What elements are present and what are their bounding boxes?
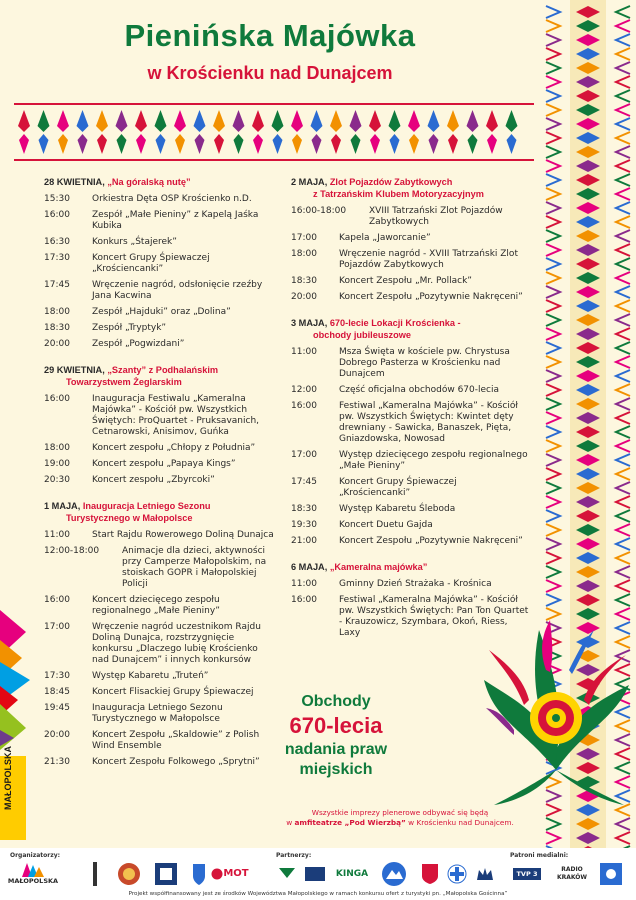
schedule-row bbox=[44, 703, 274, 725]
schedule-row bbox=[44, 443, 274, 454]
page-subtitle: w Krościenku nad Dunajcem bbox=[147, 63, 393, 83]
schedule-row bbox=[44, 475, 274, 486]
schedule-row bbox=[44, 253, 274, 275]
side-brand-text: MAŁOPOLSKA bbox=[3, 746, 13, 810]
program-left-column bbox=[44, 176, 274, 773]
event-time: 20:00 bbox=[44, 339, 70, 349]
day-heading-2-may: 2 MAJA, Zlot Pojazdów Zabytkowych z Tatrzańskim Klubem Motoryzacyjnym bbox=[291, 177, 484, 199]
schedule-row bbox=[44, 210, 274, 232]
event-description: Msza Święta w kościele pw. Chrystusa Dobrego Pasterza w Krościenku nad Dunajcem bbox=[339, 347, 510, 379]
event-description: Koncert zespołu „Papaya Kings” bbox=[92, 459, 236, 469]
event-description: Koncert dziecięcego zespołu regionalnego „Małe Pieniny” bbox=[92, 595, 220, 616]
schedule-row bbox=[291, 450, 529, 472]
schedule-row bbox=[44, 194, 274, 205]
event-time: 11:00 bbox=[291, 347, 317, 357]
event-time: 21:30 bbox=[44, 757, 70, 767]
event-time: 16:00 bbox=[44, 595, 70, 605]
event-description: Koncert Zespołu „Pozytywnie Nakręceni” bbox=[339, 292, 523, 302]
event-description: Festiwal „Kameralna Majówka” - Kościół pw. Wszystkich Świętych: Kwintet dęty drewniany - Sawicka, Banaszek, Pięta, Gniazdowska, Nowosad bbox=[339, 401, 518, 444]
schedule-row bbox=[291, 347, 529, 380]
schedule-row bbox=[291, 206, 529, 228]
day-heading-3-may: 3 MAJA, 670-lecie Lokacji Krościenka - obchody jubileuszowe bbox=[291, 318, 461, 340]
event-time: 20:00 bbox=[291, 292, 317, 302]
gopr-logo bbox=[446, 860, 468, 888]
schedule-row bbox=[44, 280, 274, 302]
event-time: 18:00 bbox=[44, 307, 70, 317]
event-time: 20:30 bbox=[44, 475, 70, 485]
municipal-crest-logo bbox=[116, 860, 142, 888]
event-description: Występ Kabaretu „Truteń” bbox=[92, 671, 209, 681]
event-time: 17:30 bbox=[44, 671, 70, 681]
event-time: 21:00 bbox=[291, 536, 317, 546]
event-description: Inauguracja Festiwalu „Kameralna Majówka” - Kościół pw. Wszystkich Świętych: ProQuartet - Pruksavanich, Cetnarowski, Anisimov, Guńka bbox=[92, 394, 260, 437]
event-time: 17:00 bbox=[291, 450, 317, 460]
schedule-row bbox=[291, 385, 529, 396]
media-square-icon bbox=[600, 863, 622, 885]
event-description: Animacje dla dzieci, aktywności przy Camperze Małopolskim, na stoiskach GOPR i Małopolskiej Policji bbox=[122, 546, 267, 589]
schedule-row bbox=[44, 546, 274, 590]
malopolska-icon bbox=[22, 863, 44, 877]
mot-icon bbox=[211, 868, 223, 880]
event-time: 19:00 bbox=[44, 459, 70, 469]
event-description: Inauguracja Letniego Sezonu Turystycznego w Małopolsce bbox=[92, 703, 223, 724]
event-description: Wręczenie nagród, odsłonięcie rzeźby Jana Kacwina bbox=[92, 280, 263, 301]
schedule-row bbox=[44, 730, 274, 752]
event-description: Koncert Grupy Śpiewaczej „Krościencanki” bbox=[339, 477, 457, 498]
schedule-row bbox=[291, 292, 529, 303]
folk-flower-illustration bbox=[484, 610, 629, 810]
event-time: 12:00 bbox=[291, 385, 317, 395]
event-description: Występ dziecięcego zespołu regionalnego „Małe Pieniny” bbox=[339, 450, 528, 471]
organizer-logo-4 bbox=[152, 860, 180, 888]
event-time: 17:45 bbox=[291, 477, 317, 487]
event-time: 17:00 bbox=[291, 233, 317, 243]
schedule-row bbox=[44, 339, 274, 350]
event-description: Wręczenie nagród - XVIII Tatrzański Zlot Pojazdów Zabytkowych bbox=[339, 249, 518, 270]
schedule-row bbox=[44, 307, 274, 318]
event-description: Koncert Zespołu „Pozytywnie Nakręceni” bbox=[339, 536, 523, 546]
mountain-seal-icon bbox=[381, 861, 407, 887]
schedule-row bbox=[291, 504, 529, 515]
event-time: 11:00 bbox=[291, 579, 317, 589]
event-description: Koncert zespołu „Zbyrcoki” bbox=[92, 475, 215, 485]
event-time: 17:00 bbox=[44, 622, 70, 632]
event-time: 16:00 bbox=[44, 210, 70, 220]
event-time: 16:30 bbox=[44, 237, 70, 247]
event-description: Zespół „Małe Pieniny” z Kapelą Jaśka Kubika bbox=[92, 210, 259, 231]
event-time: 19:45 bbox=[44, 703, 70, 713]
event-time: 19:30 bbox=[291, 520, 317, 530]
partner-logo-2 bbox=[304, 860, 326, 888]
event-description: Konkurs „Śtajerek” bbox=[92, 237, 177, 247]
event-time: 16:00 bbox=[291, 401, 317, 411]
schedule-row bbox=[291, 401, 529, 445]
organizer-logo-2 bbox=[82, 860, 108, 888]
instrument-icon bbox=[90, 862, 100, 886]
sponsors-footer bbox=[0, 848, 636, 900]
event-description: Koncert Flisackiej Grupy Śpiewaczej bbox=[92, 687, 254, 697]
event-time: 18:45 bbox=[44, 687, 70, 697]
event-time: 16:00 bbox=[44, 394, 70, 404]
schedule-row bbox=[44, 323, 274, 334]
organizers-label: Organizatorzy: bbox=[10, 852, 61, 859]
crest-icon bbox=[117, 861, 141, 887]
event-description: Zespół „Hajduki” oraz „Dolina” bbox=[92, 307, 231, 317]
event-time: 17:30 bbox=[44, 253, 70, 263]
event-time: 18:30 bbox=[291, 504, 317, 514]
partners-label: Partnerzy: bbox=[276, 852, 312, 859]
schedule-row bbox=[291, 477, 529, 499]
venue-note: Wszystkie imprezy plenerowe odbywać się będą w amfiteatrze „Pod Wierzbą” w Krościenku nad Dunajcem. bbox=[286, 808, 514, 827]
partner-logo-4 bbox=[380, 860, 408, 888]
partner-badge-icon bbox=[305, 867, 325, 881]
event-time: 15:30 bbox=[44, 194, 70, 204]
event-time: 16:00-18:00 bbox=[291, 206, 347, 216]
schedule-row bbox=[291, 249, 529, 271]
event-description: Koncert Zespołu „Skaldowie” z Polish Wind Ensemble bbox=[92, 730, 260, 751]
schedule-row bbox=[44, 459, 274, 470]
crown-icon bbox=[475, 864, 495, 884]
event-time: 16:00 bbox=[291, 595, 317, 605]
schedule-row bbox=[291, 233, 529, 244]
schedule-row bbox=[291, 520, 529, 531]
event-time: 12:00-18:00 bbox=[44, 546, 100, 556]
event-description: Festiwal „Kameralna Majówka” - Kościół pw. Wszystkich Świętych: Pan Ton Quartet - Krauzowicz, Szymbara, Okoń, Riess, Laxy bbox=[339, 595, 529, 638]
schedule-row bbox=[291, 276, 529, 287]
schedule-row bbox=[44, 622, 274, 666]
schedule-row bbox=[44, 530, 274, 541]
schedule-row bbox=[44, 394, 274, 438]
day-heading-6-may: 6 MAJA, „Kameralna majówka” bbox=[291, 562, 428, 572]
event-description: Zespół „Pogwizdani” bbox=[92, 339, 185, 349]
event-description: Kapela „Jaworcanie” bbox=[339, 233, 431, 243]
event-time: 11:00 bbox=[44, 530, 70, 540]
event-description: Część oficjalna obchodów 670-lecia bbox=[339, 385, 500, 395]
event-time: 18:00 bbox=[291, 249, 317, 259]
schedule-row bbox=[44, 237, 274, 248]
schedule-row bbox=[291, 536, 529, 547]
schedule-row bbox=[291, 579, 529, 590]
event-description: Wręczenie nagród uczestnikom Rajdu Doliną Dunajca, rozstrzygnięcie konkursu „Dlaczego lubię Krościenko nad Dunajcem” i innych konkursów bbox=[92, 622, 261, 665]
event-description: Koncert Duetu Gajda bbox=[339, 520, 433, 530]
radio-krakow-logo: RADIO KRAKÓW bbox=[556, 866, 587, 881]
day-heading-1-may: 1 MAJA, Inauguracja Letniego Sezonu Turystycznego w Małopolsce bbox=[44, 501, 211, 523]
schedule-row bbox=[44, 687, 274, 698]
event-description: Zespół „Tryptyk” bbox=[92, 323, 167, 333]
cross-icon bbox=[447, 864, 467, 884]
event-time: 17:45 bbox=[44, 280, 70, 290]
event-description: Koncert zespołu „Chłopy z Południa” bbox=[92, 443, 256, 453]
event-description: Koncert Zespołu „Mr. Pollack” bbox=[339, 276, 472, 286]
media-patrons-label: Patroni medialni: bbox=[510, 852, 569, 859]
day-heading-28-april: 28 KWIETNIA, „Na góralską nutę” bbox=[44, 177, 191, 187]
kinga-logo: KINGA bbox=[335, 869, 369, 879]
event-description: Orkiestra Dęta OSP Krościenko n.D. bbox=[92, 194, 252, 204]
program-right-column bbox=[291, 176, 529, 644]
chevron-icon bbox=[277, 864, 297, 884]
partner-logo-7 bbox=[474, 860, 496, 888]
event-description: Gminny Dzień Strażaka - Krośnica bbox=[339, 579, 492, 589]
funding-note: Projekt współfinansowany jest ze środków Województwa Małopolskiego w ramach konkursu ofert z turystyki pn. „Małopolska Gościnna” bbox=[128, 891, 508, 897]
page-title: Pienińska Majówka bbox=[124, 18, 416, 53]
anniversary-callout: Obchody 670-lecia nadania praw miejskich bbox=[284, 693, 388, 778]
mot-logo: MOT bbox=[200, 860, 260, 888]
badge-icon bbox=[153, 861, 179, 887]
malopolska-logo: MAŁOPOLSKA bbox=[10, 860, 56, 888]
event-description: Występ Kabaretu Śleboda bbox=[339, 504, 456, 514]
crest-icon bbox=[421, 863, 439, 885]
schedule-row bbox=[44, 757, 274, 768]
event-time: 18:30 bbox=[291, 276, 317, 286]
schedule-row bbox=[44, 595, 274, 617]
partner-logo-1 bbox=[276, 860, 298, 888]
schedule-row bbox=[44, 671, 274, 682]
partner-logo-5 bbox=[420, 860, 440, 888]
media-logo-3 bbox=[598, 860, 624, 888]
event-time: 20:00 bbox=[44, 730, 70, 740]
event-time: 18:00 bbox=[44, 443, 70, 453]
day-heading-29-april: 29 KWIETNIA, „Szanty” z Podhalańskim Towarzystwem Żeglarskim bbox=[44, 365, 219, 387]
tvp3-logo: TVP 3 bbox=[510, 860, 544, 888]
event-description: Start Rajdu Rowerowego Doliną Dunajca bbox=[92, 530, 274, 540]
event-description: XVIII Tatrzański Zlot Pojazdów Zabytkowych bbox=[369, 206, 503, 227]
event-time: 18:30 bbox=[44, 323, 70, 333]
folk-ornament-band bbox=[14, 100, 534, 164]
event-description: Koncert Grupy Śpiewaczej „Krościencanki” bbox=[92, 253, 210, 274]
event-description: Koncert Zespołu Folkowego „Sprytni” bbox=[92, 757, 260, 767]
